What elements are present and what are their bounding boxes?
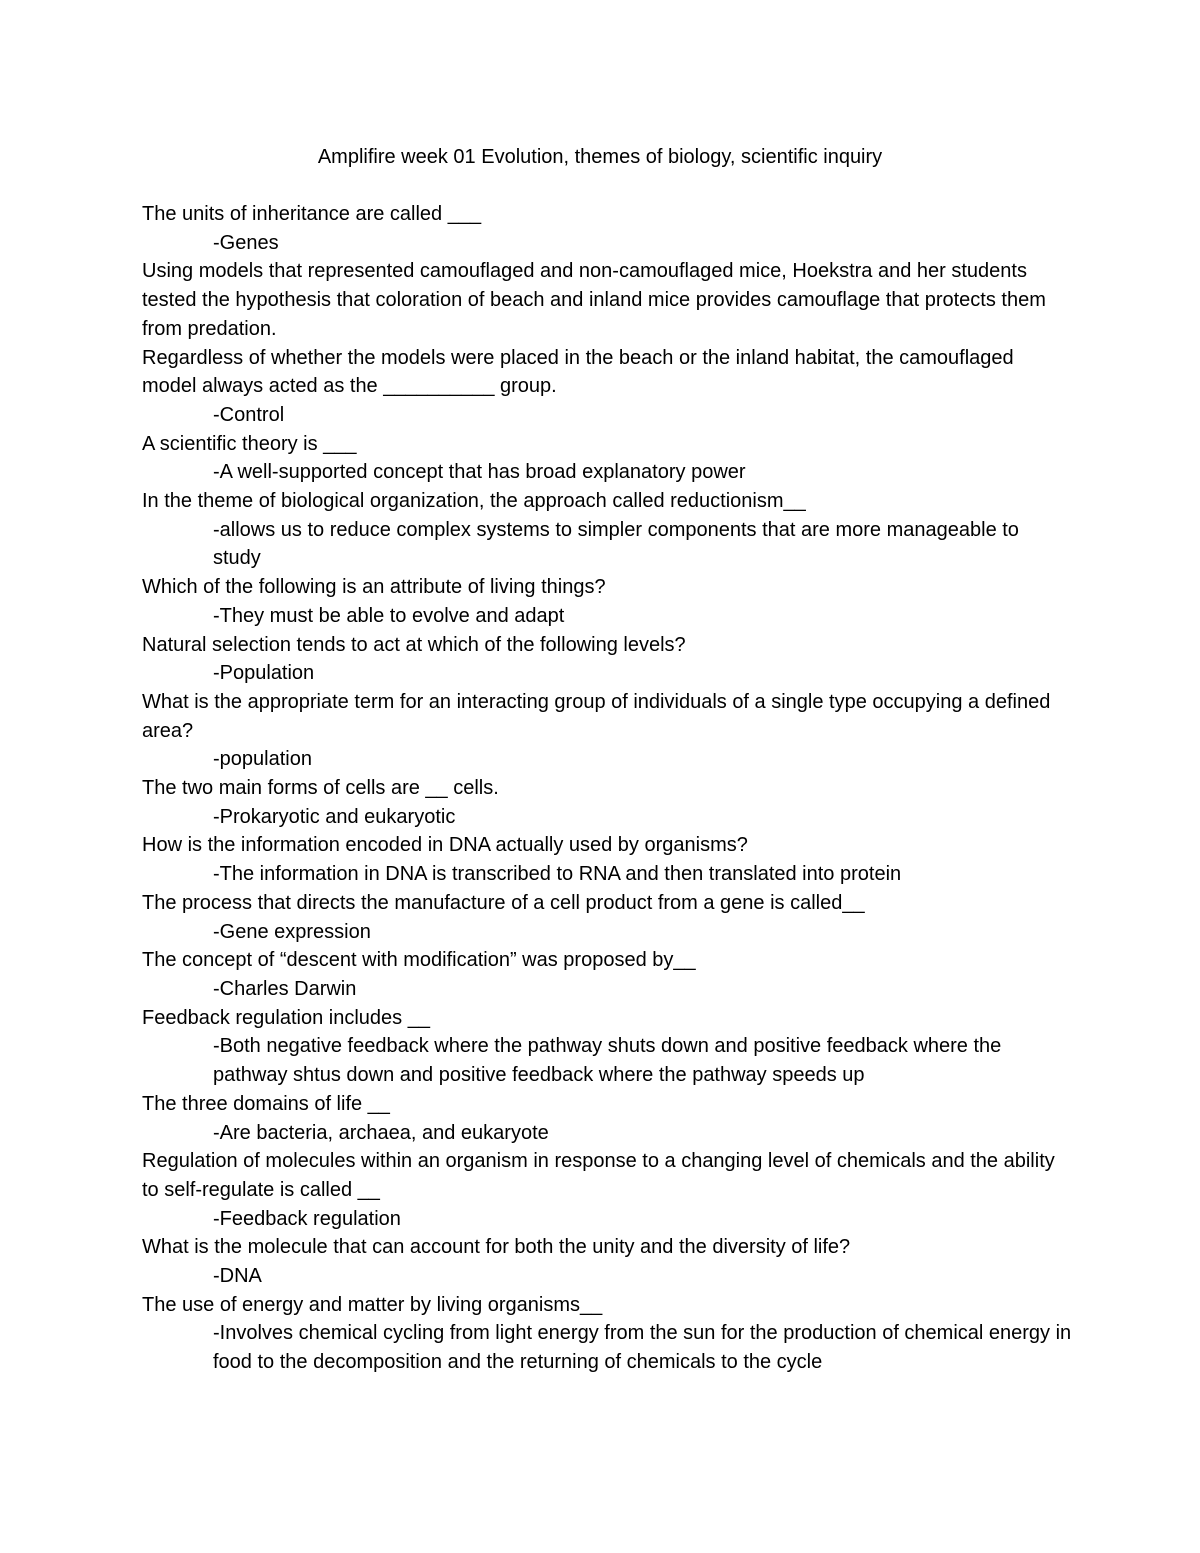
question-text: Using models that represented camouflaged and non-camouflaged mice, Hoekstra and her students tested the hypothesis that coloration of beach and inland mice provides camouflage that protects them from predation. Regardless of whether the models were placed in the beach or the inland habitat, the camouflaged model always acted as the __________ group.: [142, 260, 1046, 398]
document-title: Amplifire week 01 Evolution, themes of biology, scientific inquiry: [317, 146, 883, 168]
question-text: In the theme of biological organization, the approach called reductionism__: [142, 490, 806, 513]
qa-entry: [142, 688, 1072, 774]
qa-entry: [142, 487, 1072, 573]
answer-text: -Both negative feedback where the pathway shuts down and positive feedback where the pathway shtus down and positive feedback where the pathway speeds up: [213, 1035, 1002, 1087]
answer-text: -Are bacteria, archaea, and eukaryote: [213, 1121, 549, 1144]
answer-text: -Involves chemical cycling from light energy from the sun for the production of chemical energy in food to the decomposition and the returning of chemicals to the cycle: [213, 1322, 1072, 1374]
qa-entry: [142, 774, 1072, 831]
question-text: Which of the following is an attribute of living things?: [142, 576, 606, 599]
answer-text: -The information in DNA is transcribed to RNA and then translated into protein: [213, 863, 902, 886]
question-text: Natural selection tends to act at which of the following levels?: [142, 633, 686, 656]
answer-text: -allows us to reduce complex systems to simpler components that are more manageable to study: [213, 518, 1019, 570]
answer-text: -Gene expression: [213, 920, 371, 943]
qa-entry: [142, 631, 1072, 688]
qa-entry: [142, 831, 1072, 888]
answer-text: -Feedback regulation: [213, 1207, 401, 1230]
document-body: [142, 200, 1072, 1377]
question-text: A scientific theory is ___: [142, 432, 357, 455]
qa-entry: [142, 1090, 1072, 1147]
qa-entry: [142, 889, 1072, 946]
qa-entry: [142, 573, 1072, 630]
question-text: How is the information encoded in DNA actually used by organisms?: [142, 834, 748, 857]
question-text: The use of energy and matter by living organisms__: [142, 1293, 603, 1316]
answer-text: -DNA: [213, 1265, 262, 1288]
answer-text: -Control: [213, 403, 285, 426]
answer-text: -A well-supported concept that has broad explanatory power: [213, 461, 746, 484]
qa-entry: [142, 1147, 1072, 1233]
question-text: The three domains of life __: [142, 1092, 390, 1115]
question-text: What is the appropriate term for an interacting group of individuals of a single type occupying a defined area?: [142, 690, 1051, 742]
answer-text: -Genes: [213, 231, 279, 254]
question-text: Feedback regulation includes __: [142, 1006, 430, 1029]
qa-entry: [142, 200, 1072, 257]
question-text: Regulation of molecules within an organism in response to a changing level of chemicals and the ability to self-regulate is called __: [142, 1150, 1055, 1201]
answer-text: -population: [213, 748, 312, 771]
question-text: What is the molecule that can account for both the unity and the diversity of life?: [142, 1236, 851, 1259]
answer-text: -They must be able to evolve and adapt: [213, 604, 565, 627]
question-text: The concept of “descent with modification” was proposed by__: [142, 949, 696, 972]
question-text: The two main forms of cells are __ cells.: [142, 777, 499, 800]
qa-entry: [142, 946, 1072, 1003]
qa-entry: [142, 257, 1072, 429]
question-text: The process that directs the manufacture of a cell product from a gene is called__: [142, 891, 865, 914]
qa-entry: [142, 1233, 1072, 1290]
answer-text: -Prokaryotic and eukaryotic: [213, 805, 456, 828]
question-text: The units of inheritance are called ___: [142, 203, 482, 225]
qa-entry: [142, 430, 1072, 487]
answer-text: -Population: [213, 662, 315, 685]
qa-entry: [142, 1291, 1072, 1377]
qa-entry: [142, 1004, 1072, 1090]
answer-text: -Charles Darwin: [213, 977, 357, 1000]
